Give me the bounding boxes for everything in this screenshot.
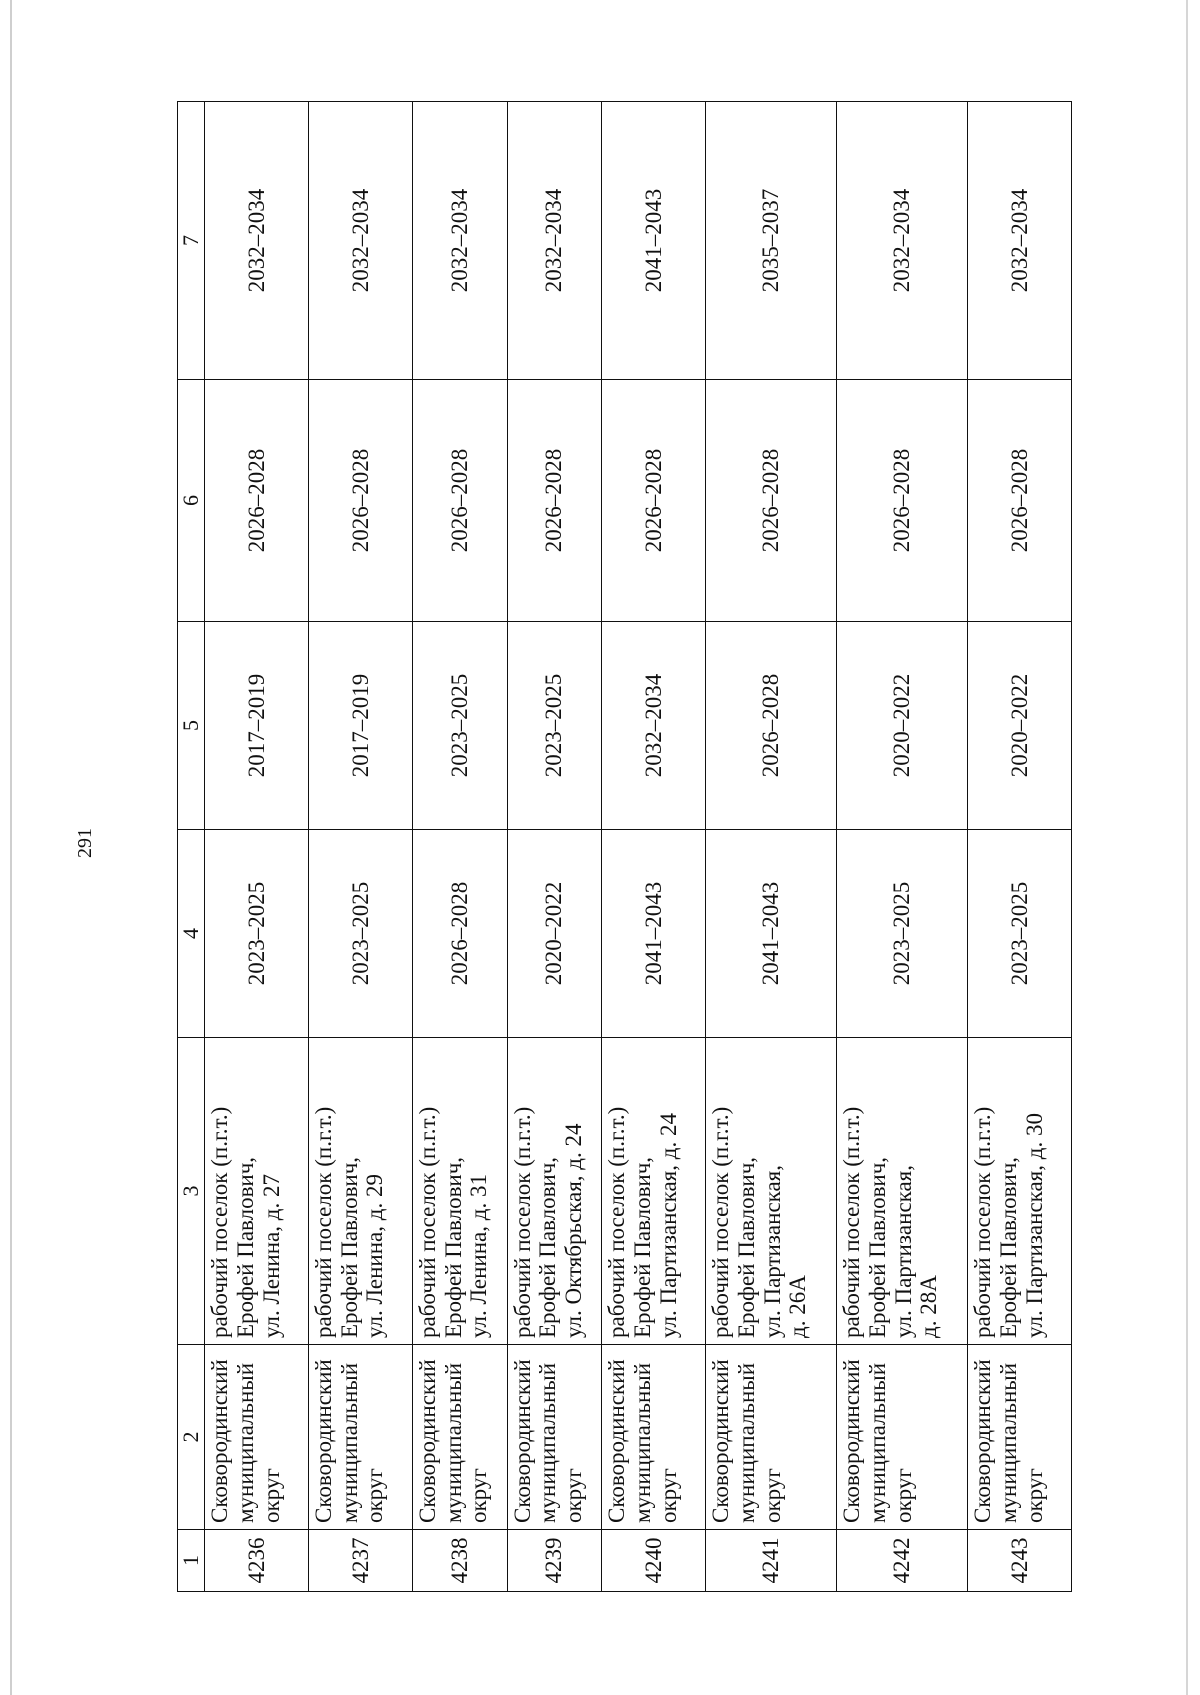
address-cell — [602, 1038, 706, 1345]
period-cell-6: 2026–2028 — [412, 380, 507, 622]
address-cell-line: ул. Партизанская, — [890, 1164, 916, 1338]
address-cell-line: Ерофей Павлович, — [733, 1156, 759, 1338]
address-cell-line: Ерофей Павлович, — [232, 1156, 258, 1338]
district-cell-line: Сковородинский — [970, 1359, 996, 1523]
row-number-cell: 4236 — [205, 1530, 309, 1592]
table-row — [968, 102, 1072, 1592]
address-cell-line: Ерофей Павлович, — [995, 1156, 1021, 1338]
column-header-5: 5 — [178, 622, 205, 830]
table-row — [706, 102, 837, 1592]
district-cell-line: Сковородинский — [839, 1359, 865, 1523]
row-number-cell: 4240 — [602, 1530, 706, 1592]
address-cell-line: ул. Ленина, д. 29 — [362, 1174, 388, 1338]
address-cell-line: ул. Ленина, д. 31 — [466, 1174, 492, 1338]
period-cell-5: 2032–2034 — [602, 622, 706, 830]
period-cell-7: 2032–2034 — [837, 102, 968, 380]
district-cell-line: муниципальный — [440, 1362, 466, 1523]
row-number-cell: 4239 — [507, 1530, 602, 1592]
table-row — [205, 102, 309, 1592]
row-number-cell: 4242 — [837, 1530, 968, 1592]
address-cell-line: д. 28А — [916, 1275, 942, 1338]
address-cell-line: д. 26А — [785, 1275, 811, 1338]
district-cell-line: округ — [258, 1468, 284, 1523]
period-cell-4: 2023–2025 — [308, 830, 412, 1038]
row-number-cell: 4238 — [412, 1530, 507, 1592]
district-cell-line: округ — [759, 1468, 785, 1523]
district-cell-line: округ — [1021, 1468, 1047, 1523]
address-cell-line: рабочий поселок (п.г.т.) — [708, 1106, 734, 1338]
address-cell — [412, 1038, 507, 1345]
column-header-4: 4 — [178, 830, 205, 1038]
table-row — [837, 102, 968, 1592]
address-cell-line: Ерофей Павлович, — [864, 1156, 890, 1338]
address-cell-line: рабочий поселок (п.г.т.) — [604, 1106, 630, 1338]
address-cell — [205, 1038, 309, 1345]
address-cell — [507, 1038, 602, 1345]
address-cell-line: ул. Партизанская, д. 30 — [1021, 1113, 1047, 1338]
address-cell-line: рабочий поселок (п.г.т.) — [310, 1106, 336, 1338]
district-cell-line: муниципальный — [733, 1362, 759, 1523]
district-cell — [412, 1345, 507, 1530]
period-cell-4: 2041–2043 — [706, 830, 837, 1038]
address-cell — [308, 1038, 412, 1345]
period-cell-6: 2026–2028 — [968, 380, 1072, 622]
district-cell — [205, 1345, 309, 1530]
address-cell-line: рабочий поселок (п.г.т.) — [414, 1106, 440, 1338]
period-cell-7: 2032–2034 — [968, 102, 1072, 380]
scan-edge-right — [1186, 0, 1188, 1695]
district-cell-line: муниципальный — [629, 1362, 655, 1523]
period-cell-7: 2032–2034 — [308, 102, 412, 380]
table-row — [412, 102, 507, 1592]
address-cell-line: Ерофей Павлович, — [629, 1156, 655, 1338]
district-cell — [507, 1345, 602, 1530]
district-cell-line: округ — [655, 1468, 681, 1523]
row-number-cell: 4237 — [308, 1530, 412, 1592]
table-row — [602, 102, 706, 1592]
period-cell-7: 2032–2034 — [412, 102, 507, 380]
scan-edge-left — [10, 0, 12, 1695]
period-cell-4: 2023–2025 — [205, 830, 309, 1038]
district-cell — [602, 1345, 706, 1530]
period-cell-6: 2026–2028 — [602, 380, 706, 622]
district-cell-line: Сковородинский — [604, 1359, 630, 1523]
period-cell-4: 2023–2025 — [837, 830, 968, 1038]
district-cell-line: муниципальный — [232, 1362, 258, 1523]
address-cell-line: рабочий поселок (п.г.т.) — [839, 1106, 865, 1338]
district-cell-line: Сковородинский — [509, 1359, 535, 1523]
period-cell-5: 2020–2022 — [837, 622, 968, 830]
row-number-cell: 4241 — [706, 1530, 837, 1592]
period-cell-5: 2020–2022 — [968, 622, 1072, 830]
period-cell-7: 2035–2037 — [706, 102, 837, 380]
address-cell-line: рабочий поселок (п.г.т.) — [207, 1106, 232, 1338]
data-table — [177, 101, 1072, 1592]
period-cell-6: 2026–2028 — [507, 380, 602, 622]
district-cell-line: Сковородинский — [414, 1359, 440, 1523]
period-cell-6: 2026–2028 — [308, 380, 412, 622]
period-cell-7: 2041–2043 — [602, 102, 706, 380]
district-cell-line: Сковородинский — [310, 1359, 336, 1523]
period-cell-4: 2023–2025 — [968, 830, 1072, 1038]
district-cell-line: округ — [362, 1468, 388, 1523]
period-cell-4: 2020–2022 — [507, 830, 602, 1038]
period-cell-6: 2026–2028 — [205, 380, 309, 622]
district-cell-line: муниципальный — [535, 1362, 561, 1523]
district-cell-line: Сковородинский — [207, 1359, 232, 1523]
period-cell-6: 2026–2028 — [837, 380, 968, 622]
address-cell-line: ул. Партизанская, — [759, 1164, 785, 1338]
address-cell-line: рабочий поселок (п.г.т.) — [509, 1106, 535, 1338]
address-cell — [706, 1038, 837, 1345]
district-cell-line: муниципальный — [995, 1362, 1021, 1523]
period-cell-5: 2023–2025 — [507, 622, 602, 830]
district-cell — [706, 1345, 837, 1530]
column-header-3: 3 — [178, 1038, 205, 1345]
address-cell-line: рабочий поселок (п.г.т.) — [970, 1106, 996, 1338]
column-header-1: 1 — [178, 1530, 205, 1592]
row-number-cell: 4243 — [968, 1530, 1072, 1592]
district-cell — [968, 1345, 1072, 1530]
table-row — [507, 102, 602, 1592]
district-cell-line: округ — [561, 1468, 586, 1523]
table-body — [205, 102, 1072, 1592]
period-cell-5: 2026–2028 — [706, 622, 837, 830]
address-cell-line: Ерофей Павлович, — [535, 1156, 561, 1338]
column-header-7: 7 — [178, 102, 205, 380]
district-cell-line: округ — [890, 1468, 916, 1523]
page-number: 291 — [74, 828, 96, 858]
period-cell-4: 2026–2028 — [412, 830, 507, 1038]
period-cell-5: 2017–2019 — [308, 622, 412, 830]
address-cell-line: ул. Партизанская, д. 24 — [655, 1113, 681, 1338]
address-cell — [837, 1038, 968, 1345]
column-header-2: 2 — [178, 1345, 205, 1530]
table-row — [308, 102, 412, 1592]
district-cell-line: муниципальный — [336, 1362, 362, 1523]
address-cell-line: Ерофей Павлович, — [440, 1156, 466, 1338]
period-cell-4: 2041–2043 — [602, 830, 706, 1038]
column-header-6: 6 — [178, 380, 205, 622]
district-cell-line: Сковородинский — [708, 1359, 734, 1523]
header-row — [178, 102, 205, 1592]
period-cell-7: 2032–2034 — [507, 102, 602, 380]
address-cell-line: ул. Октябрьская, д. 24 — [561, 1123, 586, 1338]
district-cell-line: округ — [466, 1468, 492, 1523]
district-cell — [308, 1345, 412, 1530]
district-cell — [837, 1345, 968, 1530]
period-cell-5: 2017–2019 — [205, 622, 309, 830]
period-cell-5: 2023–2025 — [412, 622, 507, 830]
period-cell-6: 2026–2028 — [706, 380, 837, 622]
table-rotated-wrapper — [177, 102, 1072, 1592]
address-cell-line: Ерофей Павлович, — [336, 1156, 362, 1338]
district-cell-line: муниципальный — [864, 1362, 890, 1523]
address-cell-line: ул. Ленина, д. 27 — [258, 1174, 284, 1338]
address-cell — [968, 1038, 1072, 1345]
period-cell-7: 2032–2034 — [205, 102, 309, 380]
